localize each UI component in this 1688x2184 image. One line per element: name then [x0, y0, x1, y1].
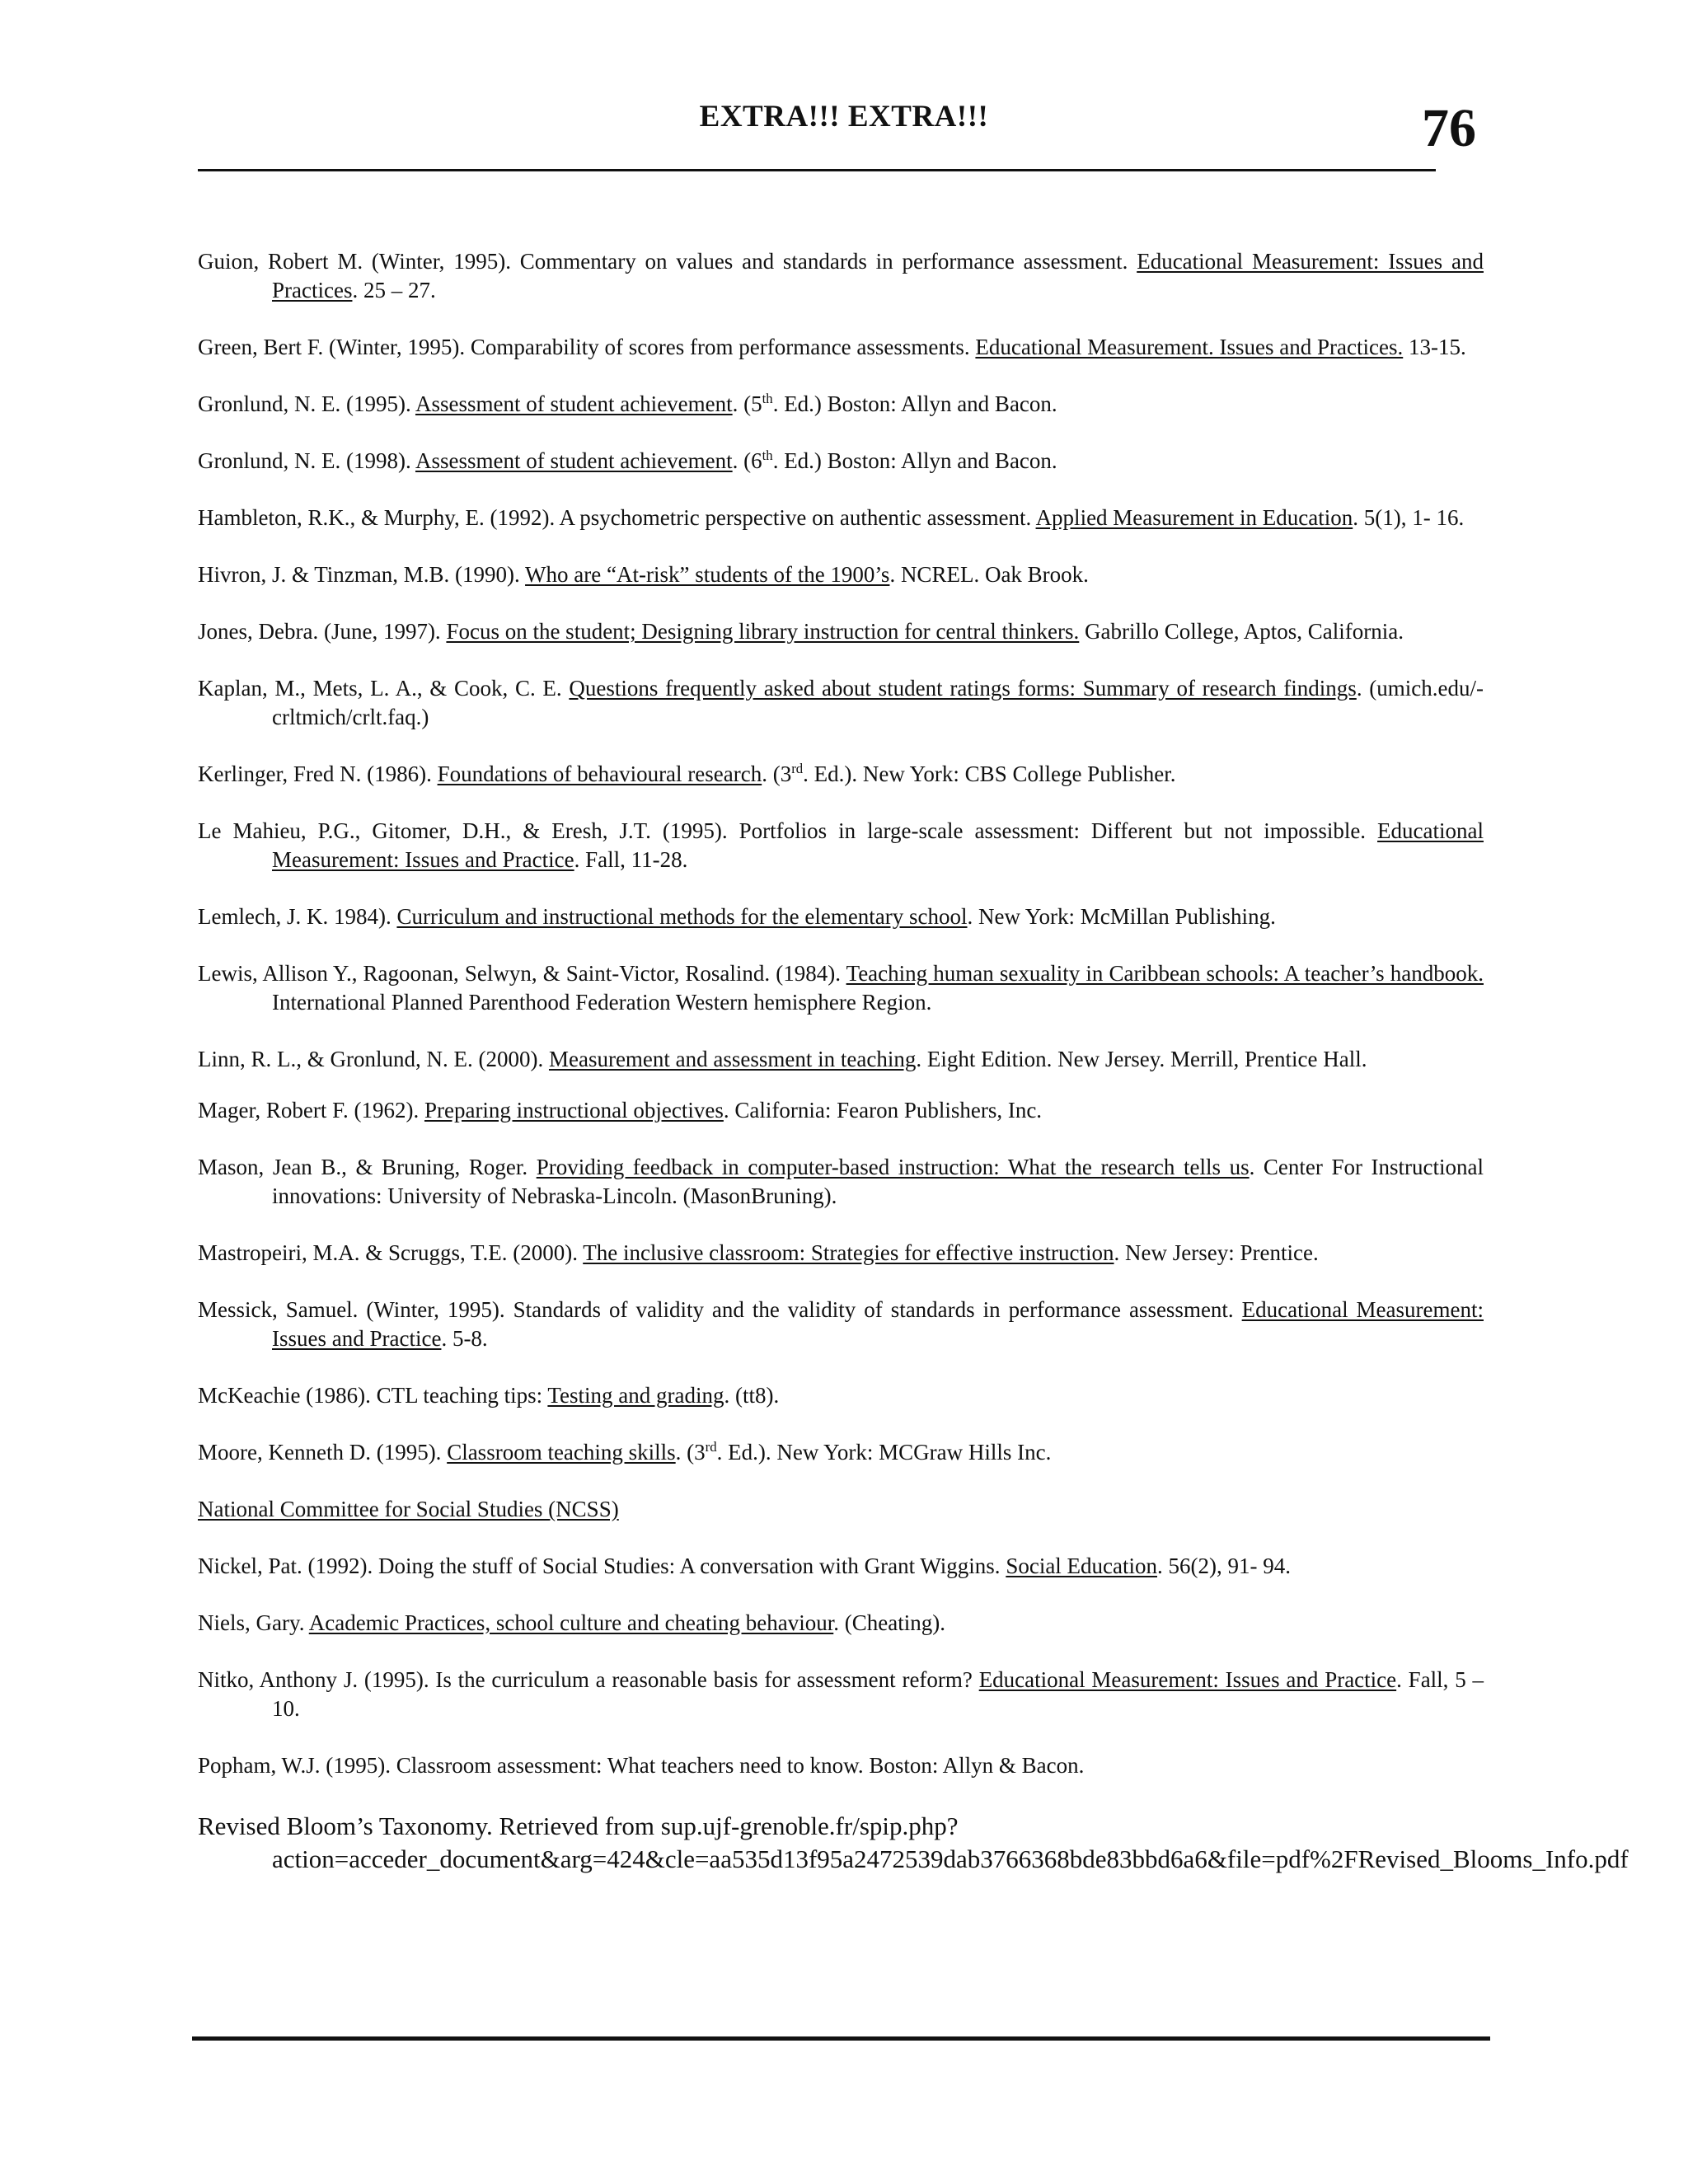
- reference-source-title: Providing feedback in computer-based instruction: What the research tells us: [536, 1155, 1250, 1179]
- reference-kaplan: [198, 674, 1484, 732]
- reference-text: . 25 – 27.: [352, 278, 436, 302]
- reference-source-title: Educational Measurement: Issues and Practices: [272, 249, 1484, 302]
- reference-text: . (tt8).: [724, 1383, 780, 1408]
- reference-lemlech: [198, 902, 1484, 931]
- reference-mastropeiri: [198, 1239, 1484, 1268]
- reference-nitko: [198, 1666, 1484, 1723]
- reference-source-title: Focus on the student; Designing library instruction for central thinkers.: [446, 619, 1080, 644]
- reference-text: 13-15.: [1403, 335, 1466, 359]
- reference-gronlund-1998: [198, 447, 1484, 476]
- footer-divider: [192, 2036, 1490, 2041]
- reference-text: . (5: [732, 391, 762, 416]
- reference-ncss: [198, 1495, 1484, 1524]
- reference-text: Revised Bloom’s Taxonomy. Retrieved from sup.ujf-grenoble.fr/spip.php?action=acceder_document&arg=424&cle=aa535d13f95a2472539dab3766368bde83bbd6a6&file=pdf%2FRevised_Blooms_Info.pdf: [198, 1811, 1629, 1873]
- edition-superscript: rd: [705, 1439, 717, 1455]
- reference-text: Gronlund, N. E. (1995).: [198, 391, 415, 416]
- reference-text: . New Jersey: Prentice.: [1114, 1240, 1319, 1265]
- reference-text: Mager, Robert F. (1962).: [198, 1098, 424, 1122]
- reference-text: Jones, Debra. (June, 1997).: [198, 619, 447, 644]
- reference-mager: [198, 1096, 1484, 1125]
- reference-nickel: [198, 1552, 1484, 1581]
- reference-source-title: Who are “At-risk” students of the 1900’s: [525, 562, 890, 587]
- reference-source-title: Foundations of behavioural research: [437, 762, 762, 786]
- reference-source-title: Social Education: [1006, 1554, 1158, 1578]
- reference-text: Lewis, Allison Y., Ragoonan, Selwyn, & Saint-Victor, Rosalind. (1984).: [198, 961, 846, 986]
- reference-linn: [198, 1045, 1484, 1074]
- reference-text: . New York: McMillan Publishing.: [967, 904, 1276, 929]
- reference-text: . Fall, 5 – 10.: [272, 1667, 1484, 1721]
- reference-kerlinger: [198, 760, 1484, 789]
- reference-source-title: Teaching human sexuality in Caribbean schools: A teacher’s handbook.: [846, 961, 1484, 986]
- page-number: 76: [1422, 98, 1476, 158]
- reference-source-title: Assessment of student achievement: [415, 448, 733, 473]
- reference-green: [198, 333, 1484, 362]
- reference-text: . Eight Edition. New Jersey. Merrill, Prentice Hall.: [916, 1047, 1367, 1071]
- reference-text: Kerlinger, Fred N. (1986).: [198, 762, 438, 786]
- reference-text: Niels, Gary.: [198, 1610, 309, 1635]
- reference-source-title: Educational Measurement: Issues and Practice: [272, 1297, 1484, 1351]
- reference-source-title: Applied Measurement in Education: [1035, 505, 1353, 530]
- reference-messick: [198, 1296, 1484, 1353]
- reference-text: Moore, Kenneth D. (1995).: [198, 1440, 448, 1465]
- reference-jones: [198, 617, 1484, 646]
- reference-text: Le Mahieu, P.G., Gitomer, D.H., & Eresh, J.T. (1995). Portfolios in large-scale assessment: Different but not impossible.: [198, 818, 1378, 843]
- reference-lewis: [198, 959, 1484, 1017]
- reference-revised-blooms: [198, 1810, 1629, 1876]
- reference-source-title: Educational Measurement: Issues and Practice: [978, 1667, 1397, 1692]
- reference-mason: [198, 1153, 1484, 1211]
- edition-superscript: rd: [791, 761, 804, 776]
- reference-hivron: [198, 560, 1484, 589]
- reference-text: . Ed.) Boston: Allyn and Bacon.: [772, 391, 1057, 416]
- reference-text: . Ed.) Boston: Allyn and Bacon.: [772, 448, 1057, 473]
- reference-text: International Planned Parenthood Federation Western hemisphere Region.: [272, 990, 932, 1015]
- reference-text: . NCREL. Oak Brook.: [889, 562, 1089, 587]
- reference-text: Mastropeiri, M.A. & Scruggs, T.E. (2000).: [198, 1240, 584, 1265]
- reference-text: Popham, W.J. (1995). Classroom assessment: What teachers need to know. Boston: Allyn & Bacon.: [198, 1753, 1085, 1778]
- reference-list: [198, 225, 1629, 1904]
- reference-text: Lemlech, J. K. 1984).: [198, 904, 397, 929]
- reference-source-title: Questions frequently asked about student ratings forms: Summary of research findings: [569, 676, 1357, 701]
- reference-guion: [198, 247, 1484, 305]
- page-header-title: EXTRA!!! EXTRA!!!: [699, 100, 989, 134]
- reference-text: . (umich.edu/-crltmich/crlt.faq.): [272, 676, 1484, 729]
- reference-moore: [198, 1438, 1484, 1467]
- reference-le-mahieu: [198, 817, 1484, 874]
- reference-source-title: Assessment of student achievement: [415, 391, 733, 416]
- header-divider: [198, 169, 1436, 171]
- reference-mckeachie: [198, 1381, 1484, 1410]
- reference-text: . Fall, 11-28.: [574, 847, 688, 872]
- reference-text: Gronlund, N. E. (1998).: [198, 448, 415, 473]
- reference-text: Nitko, Anthony J. (1995). Is the curriculum a reasonable basis for assessment reform?: [198, 1667, 979, 1692]
- reference-source-title: Measurement and assessment in teaching: [548, 1047, 917, 1071]
- reference-source-title: Academic Practices, school culture and cheating behaviour: [308, 1610, 834, 1635]
- reference-source-title: National Committee for Social Studies (NCSS): [198, 1497, 619, 1521]
- reference-popham: [198, 1751, 1484, 1780]
- reference-niels: [198, 1609, 1484, 1638]
- reference-text: . 56(2), 91- 94.: [1157, 1554, 1291, 1578]
- reference-source-title: Preparing instructional objectives: [424, 1098, 724, 1122]
- reference-text: Hivron, J. & Tinzman, M.B. (1990).: [198, 562, 526, 587]
- reference-source-title: The inclusive classroom: Strategies for effective instruction: [583, 1240, 1114, 1265]
- reference-text: Gabrillo College, Aptos, California.: [1079, 619, 1404, 644]
- reference-gronlund-1995: [198, 390, 1484, 419]
- reference-text: . (3: [675, 1440, 706, 1465]
- reference-text: . (3: [762, 762, 792, 786]
- reference-text: . (Cheating).: [833, 1610, 945, 1635]
- reference-text: Green, Bert F. (Winter, 1995). Comparability of scores from performance assessments.: [198, 335, 976, 359]
- reference-text: . 5(1), 1- 16.: [1353, 505, 1465, 530]
- reference-text: . 5-8.: [441, 1326, 488, 1351]
- reference-source-title: Educational Measurement. Issues and Practices.: [975, 335, 1404, 359]
- edition-superscript: th: [762, 391, 773, 406]
- reference-text: Guion, Robert M. (Winter, 1995). Commentary on values and standards in performance assessment.: [198, 249, 1137, 274]
- reference-source-title: Educational Measurement: Issues and Practice: [272, 818, 1484, 872]
- reference-hambleton: [198, 504, 1484, 532]
- reference-text: . Center For Instructional innovations: University of Nebraska-Lincoln. (MasonBruning).: [272, 1155, 1484, 1208]
- reference-text: McKeachie (1986). CTL teaching tips:: [198, 1383, 548, 1408]
- reference-text: Messick, Samuel. (Winter, 1995). Standards of validity and the validity of standards in performance assessment.: [198, 1297, 1242, 1322]
- reference-text: Linn, R. L., & Gronlund, N. E. (2000).: [198, 1047, 549, 1071]
- reference-text: . (6: [732, 448, 762, 473]
- reference-source-title: Classroom teaching skills: [447, 1440, 676, 1465]
- reference-source-title: Testing and grading: [547, 1383, 724, 1408]
- reference-text: . Ed.). New York: CBS College Publisher.: [803, 762, 1176, 786]
- reference-text: Kaplan, M., Mets, L. A., & Cook, C. E.: [198, 676, 570, 701]
- edition-superscript: th: [762, 448, 773, 463]
- reference-text: Nickel, Pat. (1992). Doing the stuff of Social Studies: A conversation with Grant Wiggins.: [198, 1554, 1006, 1578]
- reference-text: . California: Fearon Publishers, Inc.: [723, 1098, 1043, 1122]
- reference-text: Hambleton, R.K., & Murphy, E. (1992). A psychometric perspective on authentic assessment.: [198, 505, 1036, 530]
- reference-source-title: Curriculum and instructional methods for the elementary school: [396, 904, 968, 929]
- reference-text: Mason, Jean B., & Bruning, Roger.: [198, 1155, 537, 1179]
- reference-text: . Ed.). New York: MCGraw Hills Inc.: [716, 1440, 1052, 1465]
